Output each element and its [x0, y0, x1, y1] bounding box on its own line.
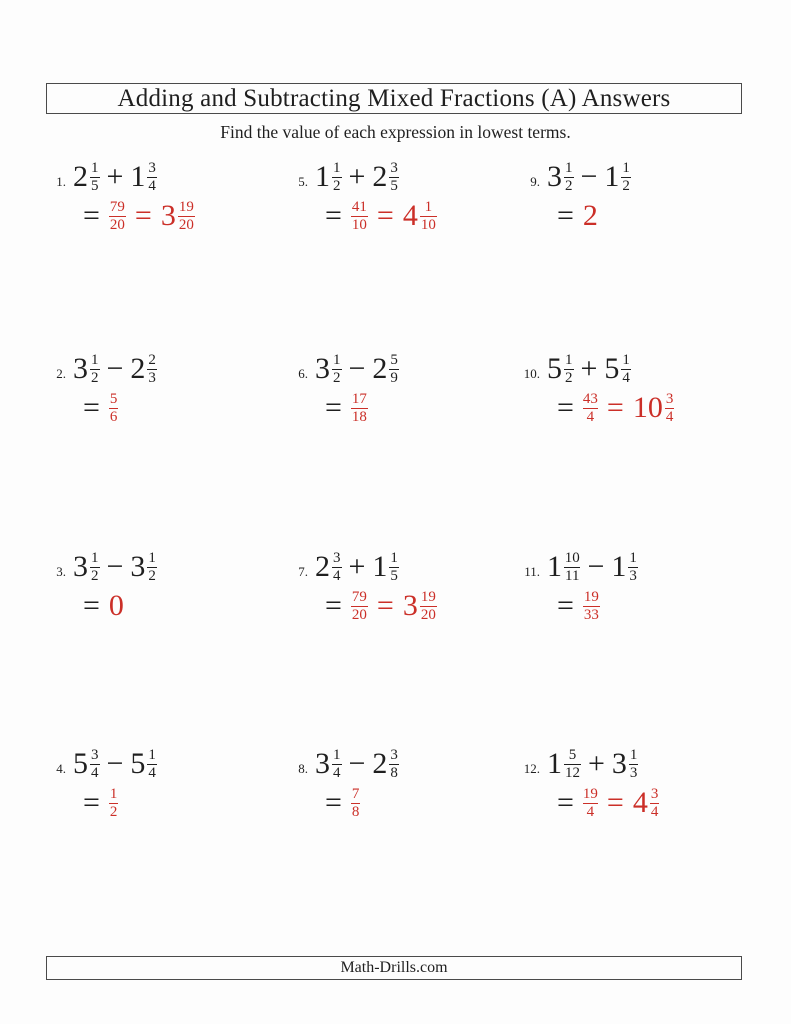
fraction: [109, 786, 119, 819]
problem-lines: [73, 352, 157, 425]
whole-number: 3: [73, 352, 88, 385]
numerator: 5: [390, 352, 398, 369]
problem-lines: [73, 747, 157, 820]
numerator: 41: [351, 199, 367, 216]
whole-number: 5: [604, 352, 620, 385]
denominator: 2: [565, 369, 573, 386]
answer-line: [557, 391, 674, 425]
problem-item: [40, 352, 157, 425]
whole-number: 2: [130, 352, 146, 385]
mixed-number: [611, 550, 638, 583]
whole-number: 3: [315, 352, 330, 385]
expression-line: [315, 160, 437, 194]
problem-number: 4.: [56, 761, 66, 776]
denominator: 8: [390, 764, 398, 781]
whole-number: 5: [130, 747, 146, 780]
mixed-number: [633, 786, 660, 819]
denominator: 10: [420, 216, 436, 233]
numerator: 3: [91, 747, 99, 764]
fraction: [583, 589, 600, 622]
fraction: [629, 747, 639, 780]
operator: +: [348, 550, 366, 583]
denominator: 20: [351, 606, 367, 623]
fraction: [564, 747, 581, 780]
operator: +: [348, 160, 366, 193]
numerator: 1: [333, 352, 341, 369]
operator: −: [587, 550, 605, 583]
equals-sign: =: [376, 199, 394, 232]
numerator: 3: [390, 747, 398, 764]
mixed-number: [73, 160, 100, 193]
equals-sign: =: [325, 589, 342, 622]
numerator: 1: [91, 550, 99, 567]
denominator: 3: [148, 369, 156, 386]
problem-item: [282, 747, 399, 820]
problem-number: 3.: [56, 564, 66, 579]
fraction: [420, 589, 437, 622]
numerator: 1: [390, 550, 398, 567]
denominator: 2: [333, 177, 341, 194]
problem-number: 6.: [298, 366, 308, 381]
numerator: 1: [629, 550, 637, 567]
problem-item: [40, 747, 157, 820]
denominator: 9: [390, 369, 398, 386]
problem-lines: [73, 550, 157, 623]
expression-line: [547, 352, 674, 386]
fraction: [90, 160, 100, 193]
fraction: [147, 352, 157, 385]
fraction: [351, 391, 368, 424]
answer-line: [325, 391, 399, 425]
mixed-number: [315, 747, 342, 780]
problem-item: [282, 550, 437, 623]
denominator: 11: [565, 567, 580, 584]
whole-number: 4: [632, 786, 648, 819]
mixed-number: [73, 747, 100, 780]
whole-number: 3: [315, 747, 330, 780]
answer-line: [325, 589, 437, 623]
mixed-number: [130, 747, 157, 780]
numerator: 5: [109, 391, 118, 408]
numerator: 43: [582, 391, 598, 408]
denominator: 3: [629, 764, 638, 781]
denominator: 4: [91, 764, 99, 781]
expression-line: [315, 550, 437, 584]
equals-sign: =: [606, 786, 624, 819]
numerator: 1: [333, 747, 341, 764]
footer-box: [46, 956, 742, 980]
numerator: 19: [420, 589, 436, 606]
numerator: 79: [109, 199, 125, 216]
equals-sign: =: [376, 589, 394, 622]
problem-item: [514, 352, 674, 425]
numerator: 2: [148, 352, 156, 369]
equals-sign: =: [83, 786, 100, 819]
problem-lines: [315, 550, 437, 623]
answer-line: [557, 589, 638, 623]
mixed-number: [547, 747, 581, 780]
whole-number: 2: [372, 352, 388, 385]
whole-number: 3: [611, 747, 627, 780]
fraction: [90, 352, 100, 385]
expression-line: [315, 747, 399, 781]
denominator: 12: [565, 764, 580, 781]
expression-line: [73, 747, 157, 781]
problem-number: 11.: [524, 564, 540, 579]
whole-number: 2: [582, 199, 598, 232]
fraction: [389, 160, 399, 193]
numerator: 3: [390, 160, 398, 177]
problem-lines: [315, 160, 437, 233]
fraction: [109, 199, 126, 232]
numerator: 1: [424, 199, 433, 216]
problem-lines: [315, 747, 399, 820]
problem-item: [514, 550, 638, 623]
footer-brand: Math-Drills.com: [340, 959, 448, 976]
numerator: 10: [564, 550, 580, 567]
problem-number: 1.: [56, 174, 66, 189]
whole-number: 1: [604, 160, 620, 193]
mixed-number: [604, 352, 631, 385]
whole-number: 0: [108, 589, 124, 622]
mixed-number: [547, 550, 580, 583]
expression-line: [547, 747, 659, 781]
operator: −: [106, 352, 124, 385]
answer-line: [83, 391, 157, 425]
numerator: 79: [351, 589, 367, 606]
whole-number: 3: [160, 199, 176, 232]
instructions-text: Find the value of each expression in lowest terms.: [220, 122, 571, 142]
fraction: [583, 391, 598, 424]
numerator: 1: [622, 352, 630, 369]
numerator: 3: [650, 786, 659, 803]
mixed-number: [403, 589, 437, 622]
expression-line: [73, 550, 157, 584]
operator: −: [106, 550, 124, 583]
equals-sign: =: [83, 199, 100, 232]
numerator: 1: [629, 747, 638, 764]
answer-line: [557, 786, 659, 820]
problem-item: [282, 160, 437, 233]
numerator: 3: [665, 391, 674, 408]
denominator: 4: [650, 803, 659, 820]
numerator: 1: [565, 160, 573, 177]
whole-number: 3: [547, 160, 562, 193]
problem-number: 5.: [298, 174, 308, 189]
operator: −: [348, 747, 366, 780]
problem-number: 7.: [298, 564, 308, 579]
fraction: [583, 786, 598, 819]
fraction: [332, 160, 342, 193]
fraction: [564, 160, 574, 193]
mixed-number: [633, 391, 675, 424]
denominator: 5: [91, 177, 99, 194]
whole-number: 2: [315, 550, 330, 583]
denominator: 2: [91, 567, 99, 584]
problem-number: 9.: [530, 174, 540, 189]
mixed-number: [73, 550, 100, 583]
answer-line: [325, 786, 399, 820]
fraction: [332, 747, 342, 780]
problem-number: 12.: [523, 761, 540, 776]
mixed-number: [130, 160, 157, 193]
mixed-number: [372, 747, 399, 780]
equals-sign: =: [557, 199, 574, 232]
fraction: [147, 160, 157, 193]
fraction: [628, 550, 638, 583]
fraction: [90, 747, 100, 780]
expression-line: [315, 352, 399, 386]
operator: −: [348, 352, 366, 385]
numerator: 19: [178, 199, 194, 216]
fraction: [178, 199, 195, 232]
whole-number: 2: [372, 747, 388, 780]
fraction: [564, 352, 574, 385]
problem-item: [40, 160, 195, 233]
denominator: 5: [390, 177, 398, 194]
expression-line: [73, 160, 195, 194]
denominator: 20: [420, 606, 436, 623]
mixed-number: [612, 747, 639, 780]
numerator: 3: [148, 160, 156, 177]
problem-number: 2.: [56, 366, 66, 381]
denominator: 10: [351, 216, 367, 233]
fraction: [147, 550, 157, 583]
denominator: 4: [583, 408, 598, 425]
numerator: 5: [568, 747, 577, 764]
mixed-number: [73, 352, 100, 385]
operator: −: [580, 160, 598, 193]
whole-number: 4: [402, 199, 418, 232]
fraction: [389, 550, 399, 583]
problem-number: 10.: [523, 366, 540, 381]
title-box: [46, 83, 742, 114]
mixed-number: [403, 199, 437, 232]
denominator: 20: [178, 216, 194, 233]
whole-number: 5: [547, 352, 562, 385]
fraction: [351, 589, 368, 622]
denominator: 4: [665, 408, 674, 425]
mixed-number: [315, 352, 342, 385]
expression-line: [547, 550, 638, 584]
numerator: 7: [351, 786, 360, 803]
whole-number: 3: [402, 589, 418, 622]
denominator: 5: [390, 567, 398, 584]
numerator: 1: [109, 786, 118, 803]
mixed-number: [547, 160, 574, 193]
mixed-number: [372, 352, 399, 385]
fraction: [109, 391, 119, 424]
whole-number: 2: [372, 160, 388, 193]
fraction: [420, 199, 437, 232]
denominator: 33: [583, 606, 599, 623]
problem-item: [282, 352, 399, 425]
whole-number: 3: [130, 550, 146, 583]
denominator: 18: [351, 408, 367, 425]
whole-number: 10: [632, 391, 663, 424]
fraction: [621, 160, 631, 193]
fraction: [389, 747, 399, 780]
problem-item: [514, 160, 631, 233]
mixed-number: [372, 160, 399, 193]
expression-line: [547, 160, 631, 194]
whole-number: 1: [611, 550, 627, 583]
whole-number: 1: [130, 160, 146, 193]
whole-number: 1: [315, 160, 330, 193]
problem-item: [514, 747, 659, 820]
denominator: 4: [333, 567, 341, 584]
mixed-number: [604, 160, 631, 193]
mixed-number: [372, 550, 399, 583]
mixed-number: [161, 199, 195, 232]
equals-sign: =: [557, 391, 574, 424]
denominator: 2: [148, 567, 156, 584]
equals-sign: =: [325, 786, 342, 819]
denominator: 2: [91, 369, 99, 386]
mixed-number: [315, 160, 342, 193]
operator: +: [106, 160, 124, 193]
fraction: [389, 352, 399, 385]
denominator: 2: [622, 177, 630, 194]
fraction: [650, 786, 660, 819]
denominator: 20: [109, 216, 125, 233]
fraction: [147, 747, 157, 780]
denominator: 4: [333, 764, 341, 781]
operator: −: [106, 747, 124, 780]
numerator: 1: [622, 160, 630, 177]
whole-number: 1: [372, 550, 388, 583]
denominator: 4: [622, 369, 630, 386]
whole-number: 1: [547, 747, 562, 780]
numerator: 19: [582, 786, 598, 803]
mixed-number: [547, 352, 574, 385]
problem-lines: [547, 160, 631, 233]
page-title: Adding and Subtracting Mixed Fractions (A) Answers: [117, 84, 671, 112]
answer-line: [557, 199, 631, 233]
numerator: 1: [333, 160, 341, 177]
problem-lines: [547, 550, 638, 623]
denominator: 4: [148, 764, 156, 781]
denominator: 2: [333, 369, 341, 386]
problem-lines: [547, 352, 674, 425]
whole-number: 1: [547, 550, 562, 583]
problem-lines: [315, 352, 399, 425]
fraction: [332, 550, 342, 583]
denominator: 6: [109, 408, 118, 425]
whole-number: 2: [73, 160, 88, 193]
answer-line: [83, 589, 157, 623]
denominator: 4: [148, 177, 156, 194]
equals-sign: =: [325, 199, 342, 232]
denominator: 3: [629, 567, 637, 584]
fraction: [564, 550, 580, 583]
whole-number: 5: [73, 747, 88, 780]
answer-line: [83, 786, 157, 820]
problem-item: [40, 550, 157, 623]
equals-sign: =: [606, 391, 624, 424]
fraction: [90, 550, 100, 583]
answer-line: [325, 199, 437, 233]
equals-sign: =: [83, 589, 100, 622]
numerator: 1: [91, 352, 99, 369]
mixed-number: [315, 550, 342, 583]
mixed-number: [130, 352, 157, 385]
numerator: 1: [91, 160, 99, 177]
problem-lines: [73, 160, 195, 233]
denominator: 2: [565, 177, 573, 194]
denominator: 4: [583, 803, 598, 820]
denominator: 8: [351, 803, 360, 820]
equals-sign: =: [83, 391, 100, 424]
numerator: 17: [351, 391, 367, 408]
fraction: [621, 352, 631, 385]
equals-sign: =: [557, 786, 574, 819]
fraction: [351, 786, 361, 819]
numerator: 3: [333, 550, 341, 567]
fraction: [665, 391, 675, 424]
equals-sign: =: [134, 199, 152, 232]
denominator: 2: [109, 803, 118, 820]
numerator: 1: [148, 550, 156, 567]
answer-line: [83, 199, 195, 233]
problem-number: 8.: [298, 761, 308, 776]
numerator: 19: [583, 589, 599, 606]
equals-sign: =: [325, 391, 342, 424]
operator: +: [588, 747, 605, 780]
numerator: 1: [565, 352, 573, 369]
whole-number: 3: [73, 550, 88, 583]
fraction: [351, 199, 368, 232]
equals-sign: =: [557, 589, 574, 622]
problem-lines: [547, 747, 659, 820]
expression-line: [73, 352, 157, 386]
numerator: 1: [148, 747, 156, 764]
fraction: [332, 352, 342, 385]
operator: +: [580, 352, 598, 385]
mixed-number: [130, 550, 157, 583]
